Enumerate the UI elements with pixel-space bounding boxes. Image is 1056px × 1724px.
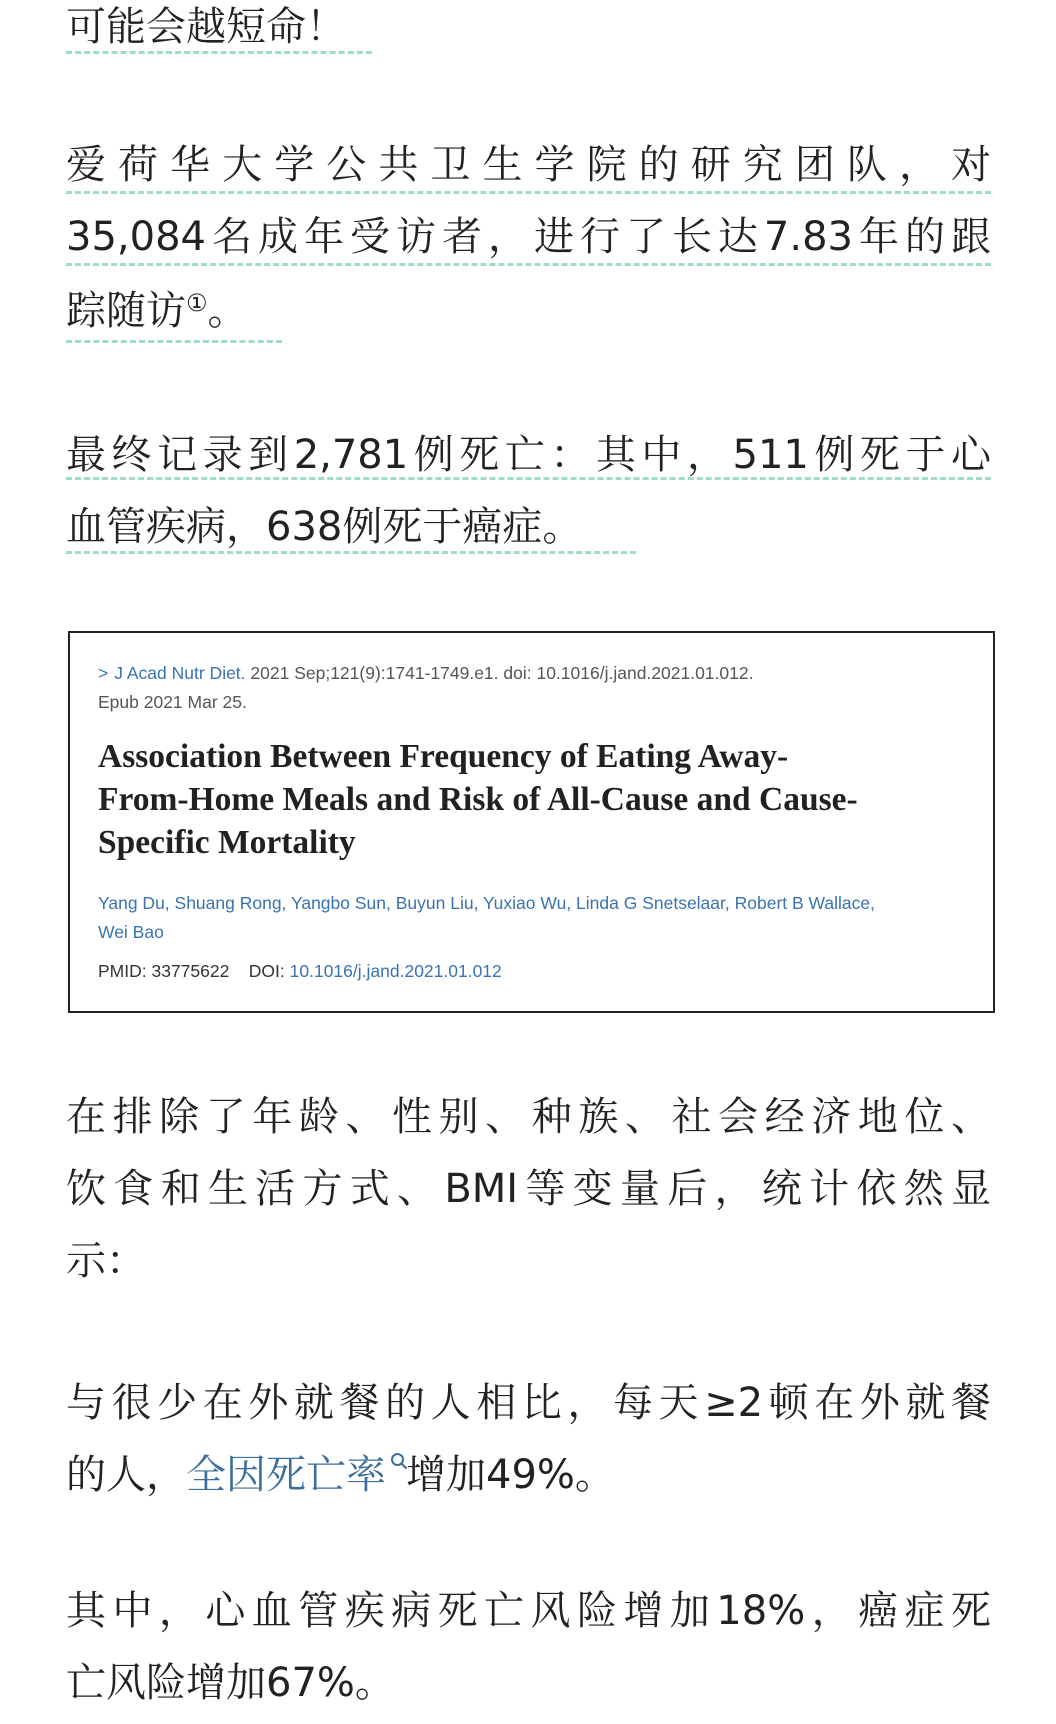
title-line: From-Home Meals and Risk of All-Cause and Cause- — [98, 781, 858, 818]
text-span: 增加49%。 — [406, 1452, 615, 1498]
dashed-underline — [66, 477, 991, 480]
doi-label: DOI: — [248, 961, 290, 981]
pmid: PMID: 33775622 — [98, 961, 230, 981]
citation-text: 2021 Sep;121(9):1741-1749.e1. doi: 10.1016/j.jand.2021.01.012. — [245, 663, 754, 683]
text-line: 其中，心血管疾病死亡风险增加18%，癌症死 — [66, 1588, 991, 1634]
title-line: Association Between Frequency of Eating Away- — [98, 738, 789, 775]
text-line — [66, 1444, 615, 1506]
text-span: 。 — [207, 288, 248, 334]
text-line: 爱荷华大学公共卫生学院的研究团队，对 — [66, 142, 991, 188]
dashed-underline — [66, 51, 372, 54]
text-line: 可能会越短命！ — [66, 4, 346, 50]
dashed-underline — [66, 340, 282, 343]
text-span: 的人， — [66, 1452, 186, 1498]
text-span: 踪随访 — [66, 288, 186, 334]
search-link-all-cause-mortality[interactable]: 全因死亡率 — [186, 1452, 386, 1498]
text-line: 示： — [66, 1238, 146, 1284]
text-line — [66, 280, 248, 342]
text-line: 35,084名成年受访者，进行了长达7.83年的跟 — [66, 214, 991, 260]
text-line: 血管疾病，638例死于癌症。 — [66, 504, 583, 550]
text-line: 在排除了年龄、性别、种族、社会经济地位、 — [66, 1094, 991, 1140]
paper-citation-card[interactable] — [68, 631, 995, 1013]
chevron-right-icon: > — [98, 663, 109, 683]
dashed-underline — [66, 263, 991, 266]
paper-identifiers — [98, 961, 502, 982]
author-list[interactable] — [98, 889, 968, 947]
epub-text: Epub 2021 Mar 25. — [98, 692, 247, 712]
text-line: 饮食和生活方式、BMI等变量后，统计依然显 — [66, 1166, 991, 1212]
text-line: 最终记录到2,781例死亡：其中，511例死于心 — [66, 432, 991, 478]
doi-link[interactable]: 10.1016/j.jand.2021.01.012 — [289, 961, 502, 981]
search-icon[interactable] — [390, 1452, 406, 1468]
text-line: 亡风险增加67%。 — [66, 1660, 395, 1706]
authors-line[interactable]: Yang Du, Shuang Rong, Yangbo Sun, Buyun Liu, Yuxiao Wu, Linda G Snetselaar, Robert B Wallace, — [98, 893, 875, 913]
authors-line[interactable]: Wei Bao — [98, 922, 164, 942]
journal-link[interactable]: J Acad Nutr Diet. — [114, 663, 246, 683]
citation-line — [98, 659, 753, 717]
reference-marker[interactable]: ① — [186, 289, 208, 317]
text-line: 与很少在外就餐的人相比，每天≥2顿在外就餐 — [66, 1380, 991, 1426]
title-line: Specific Mortality — [98, 824, 356, 861]
dashed-underline — [66, 551, 636, 554]
dashed-underline — [66, 191, 991, 194]
paper-title — [98, 735, 978, 864]
